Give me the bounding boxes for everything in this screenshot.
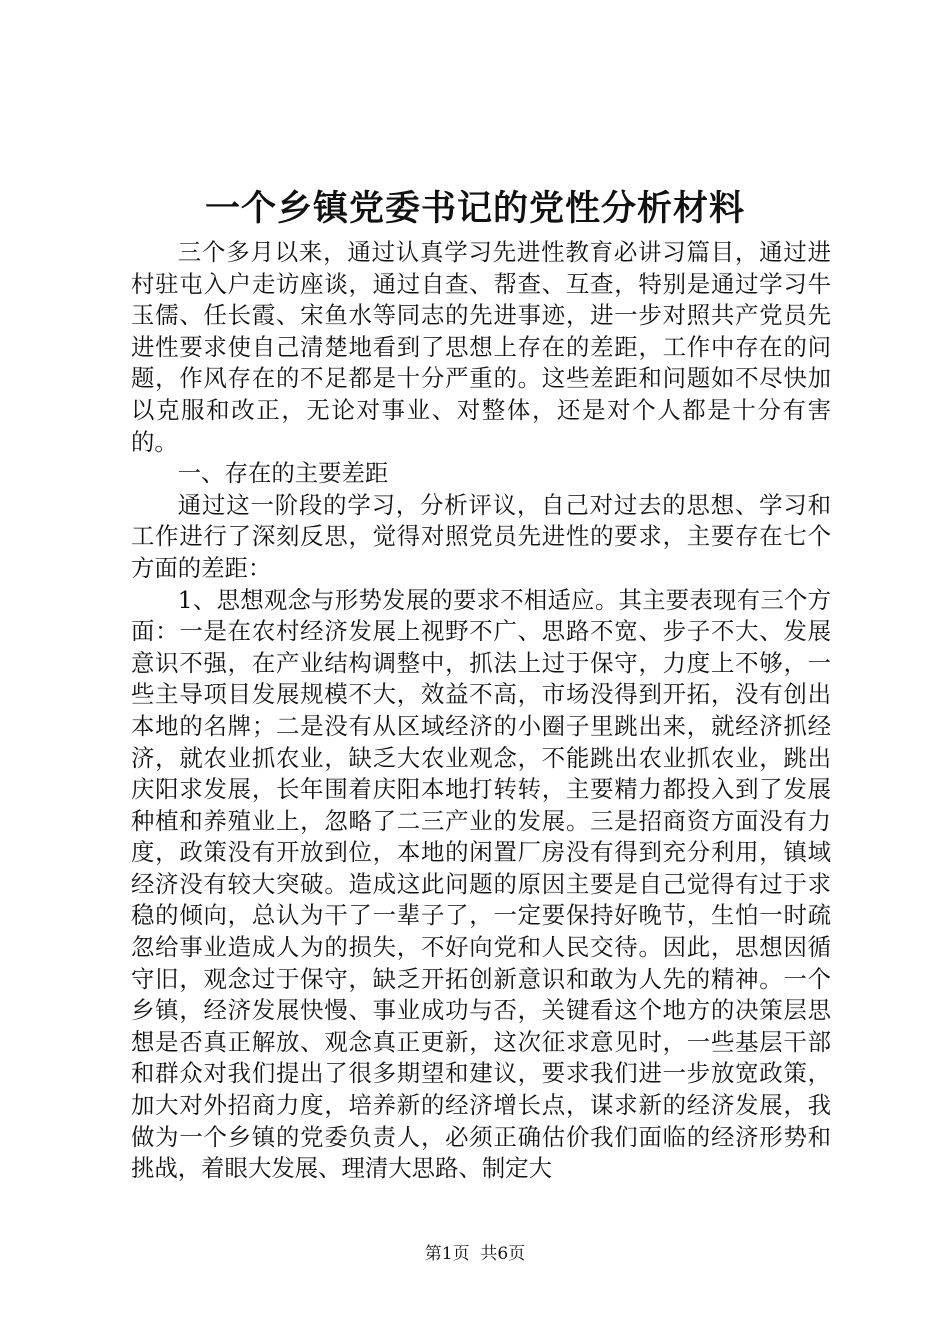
page-footer: [0, 1243, 950, 1265]
document-title: 一个乡镇党委书记的党性分析材料: [204, 188, 745, 229]
page-number: 第1页 共6页: [424, 1244, 526, 1264]
section-intro-paragraph: 通过这一阶段的学习，分析评议，自己对过去的思想、学习和工作进行了深刻反思，觉得对照党员先进性的要求，主要存在七个方面的差距：: [131, 490, 831, 582]
point-one-paragraph: 1、思想观念与形势发展的要求不相适应。其主要表现有三个方面：一是在农村经济发展上视野不广、思路不宽、步子不大、发展意识不强，在产业结构调整中，抓法上过于保守，力度上不够，一些主导项目发展规模不大，效益不高，市场没得到开拓，没有创出本地的名牌；二是没有从区域经济的小圈子里跳出来，就经济抓经济，就农业抓农业，缺乏大农业观念，不能跳出农业抓农业，跳出庆阳求发展，长年围着庆阳本地打转转，主要精力都投入到了发展种植和养殖业上，忽略了二三产业的发展。三是招商资方面没有力度，政策没有开放到位，本地的闲置厂房没有得到充分利用，镇域经济没有较大突破。造成这此问题的原因主要是自己觉得有过于求稳的倾向，总认为干了一辈子了，一定要保持好晚节，生怕一时疏忽给事业造成人为的损失，不好向党和人民交待。因此，思想因循守旧，观念过于保守，缺乏开拓创新意识和敢为人先的精神。一个乡镇，经济发展快慢、事业成功与否，关键看这个地方的决策层思想是否真正解放、观念真正更新，这次征求意见时，一些基层干部和群众对我们提出了很多期望和建议，要求我们进一步放宽政策，加大对外招商力度，培养新的经济增长点，谋求新的经济发展，我做为一个乡镇的党委负责人，必须正确估价我们面临的经济形势和挑战，着眼大发展、理清大思路、制定大: [131, 585, 831, 1183]
intro-paragraph: 三个多月以来，通过认真学习先进性教育必讲习篇目，通过进村驻屯入户走访座谈，通过自查、帮查、互查，特别是通过学习牛玉儒、任长霞、宋鱼水等同志的先进事迹，进一步对照共产党员先进性要求使自己清楚地看到了思想上存在的差距，工作中存在的问题，作风存在的不足都是十分严重的。这些差距和问题如不尽快加以克服和改正，无论对事业、对整体，还是对个人都是十分有害的。: [131, 238, 831, 456]
section-heading: 一、存在的主要差距: [177, 459, 389, 488]
document-body: [131, 237, 831, 1185]
